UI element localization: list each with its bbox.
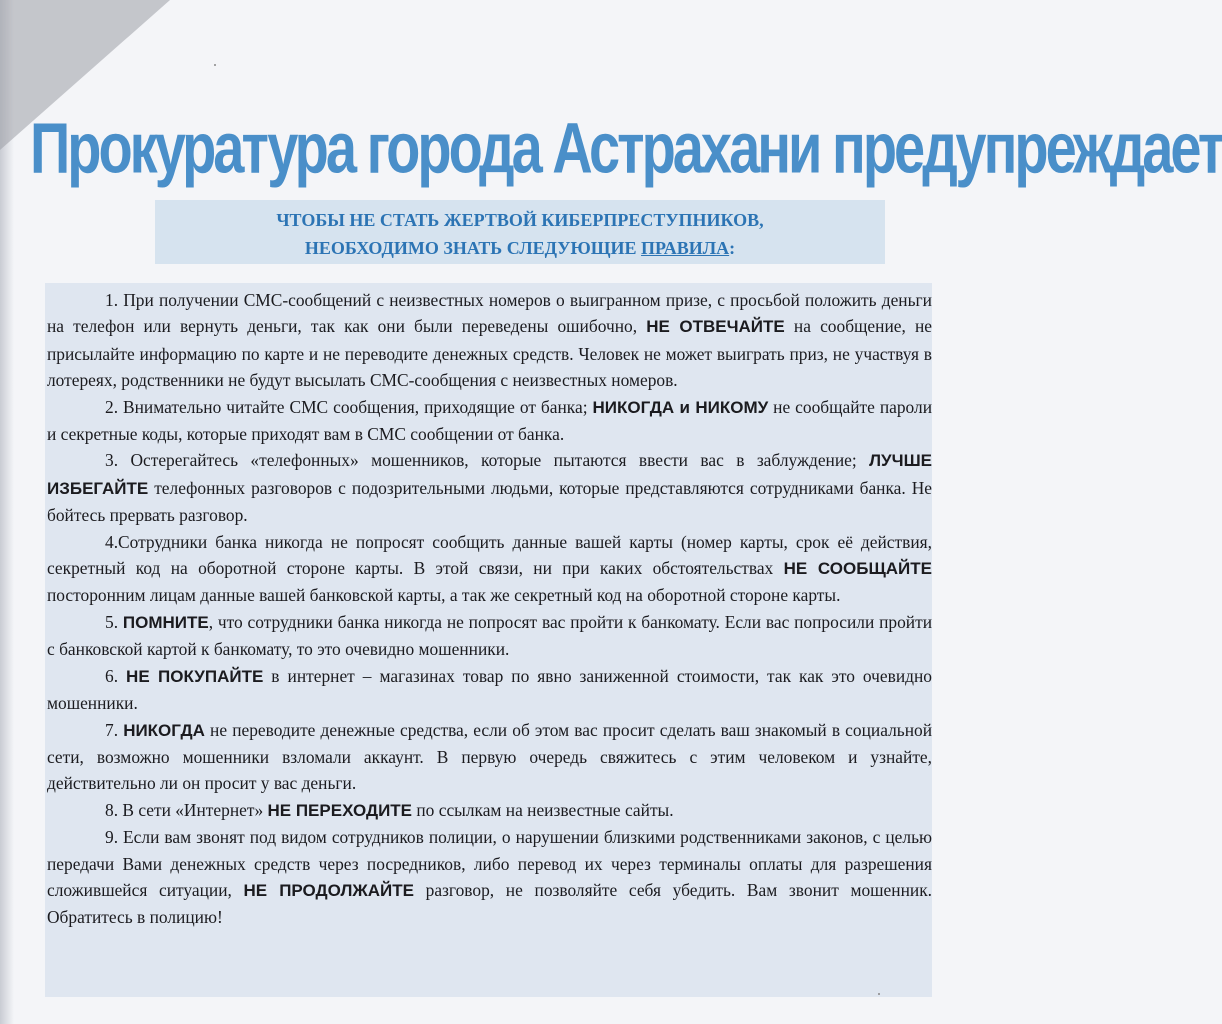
rule-text: в интернет – магазинах товар по явно заниженной стоимости, так как это очевидно мошенники. [47, 665, 932, 714]
rule-item [47, 717, 932, 797]
paper-speck [214, 64, 216, 66]
subtitle-line-1: ЧТОБЫ НЕ СТАТЬ ЖЕРТВОЙ КИБЕРПРЕСТУПНИКОВ, [276, 210, 764, 230]
rules-list [45, 283, 932, 997]
rule-item [47, 394, 932, 448]
paper-speck [878, 993, 880, 995]
subtitle-line-2-prefix: НЕОБХОДИМО ЗНАТЬ СЛЕДУЮЩИЕ [304, 238, 642, 258]
rule-text: посторонним лицам данные вашей банковской карты, а так же секретный код на оборотной стороне карты. [47, 585, 841, 606]
rule-emphasis: НЕ ПОКУПАЙТЕ [126, 666, 264, 686]
subtitle-line-2-suffix: : [729, 238, 736, 258]
subtitle-line-2 [155, 234, 885, 262]
rule-text: , что сотрудники банка никогда не попросят вас пройти к банкомату. Если вас попросили пройти с банковской картой к банкомату, то это очевидно мошенники. [47, 611, 933, 660]
rule-emphasis: НЕ ПРОДОЛЖАЙТЕ [243, 880, 414, 900]
rule-emphasis: НИКОГДА и НИКОМУ [592, 397, 769, 417]
rule-text: 8. В сети «Интернет» [105, 799, 268, 820]
rule-emphasis: НЕ ОТВЕЧАЙТЕ [646, 317, 785, 337]
rule-emphasis: ПОМНИТЕ [122, 612, 209, 632]
rule-text: 2. Внимательно читайте СМС сообщения, приходящие от банка; [105, 396, 593, 417]
rule-text: на сообщение, не присылайте информацию по карте и не переводите денежных средств. Человек не может выиграть приз, не участвуя в лотереях, родственники не будут высылать СМС-сообщения с неизвестных номеров. [47, 316, 933, 391]
rule-text: 9. Если вам звонят под видом сотрудников полиции, о нарушении близкими родственниками законов, с целью передачи Вами денежных средств через посредников, либо перевод их через терминалы оплаты для разрешения сложившейся ситуации, [47, 827, 932, 900]
page-edge-shadow [0, 0, 14, 1024]
rule-emphasis: НЕ СООБЩАЙТЕ [783, 559, 932, 579]
rule-item [47, 287, 932, 394]
rule-text: разговор, не позволяйте себя убедить. Вам звонит мошенник. Обратитесь в полицию! [47, 879, 932, 928]
page-title: Прокуратура города Астрахани предупреждает [30, 107, 1222, 188]
rule-item [47, 447, 932, 528]
subtitle-rules-word: ПРАВИЛА [641, 238, 730, 258]
rule-emphasis: НИКОГДА [123, 720, 205, 740]
rule-emphasis: НЕ ПЕРЕХОДИТЕ [267, 800, 413, 820]
rule-item [47, 609, 932, 663]
rule-item [47, 663, 932, 717]
rule-text: по ссылкам на неизвестные сайты. [412, 799, 674, 820]
rule-item [47, 529, 932, 609]
rule-text: не сообщайте пароли и секретные коды, которые приходят вам в СМС сообщении от банка. [47, 396, 932, 445]
rule-text: 3. Остерегайтесь «телефонных» мошенников, которые пытаются ввести вас в заблуждение; [105, 450, 870, 471]
rule-text: 4.Сотрудники банка никогда не попросят сообщить данные вашей карты (номер карты, срок её действия, секретный код на оборотной стороне карты. В этой связи, ни при каких обстоятельствах [47, 531, 932, 579]
rule-text: не переводите денежные средства, если об этом вас просит сделать ваш знакомый в социальной сети, возможно мошенники взломали аккаунт. В первую очередь свяжитесь с этим человеком и узнайте, действительно ли он просит у вас деньги. [47, 719, 933, 794]
rule-text: 1. При получении СМС-сообщений с неизвестных номеров о выигранном призе, с просьбой положить деньги на телефон или вернуть деньги, так как они были переведены ошибочно, [47, 290, 932, 337]
rule-text: телефонных разговоров с подозрительными людьми, которые представляются сотрудниками банка. Не бойтесь прервать разговор. [47, 477, 932, 526]
rule-text: 7. [105, 719, 124, 740]
rule-item [47, 797, 932, 824]
rule-text: 5. [105, 611, 123, 632]
rule-item [47, 824, 932, 931]
rule-emphasis: ЛУЧШЕ ИЗБЕГАЙТЕ [47, 451, 932, 498]
rule-text: 6. [105, 665, 127, 686]
subtitle-box [155, 200, 885, 264]
